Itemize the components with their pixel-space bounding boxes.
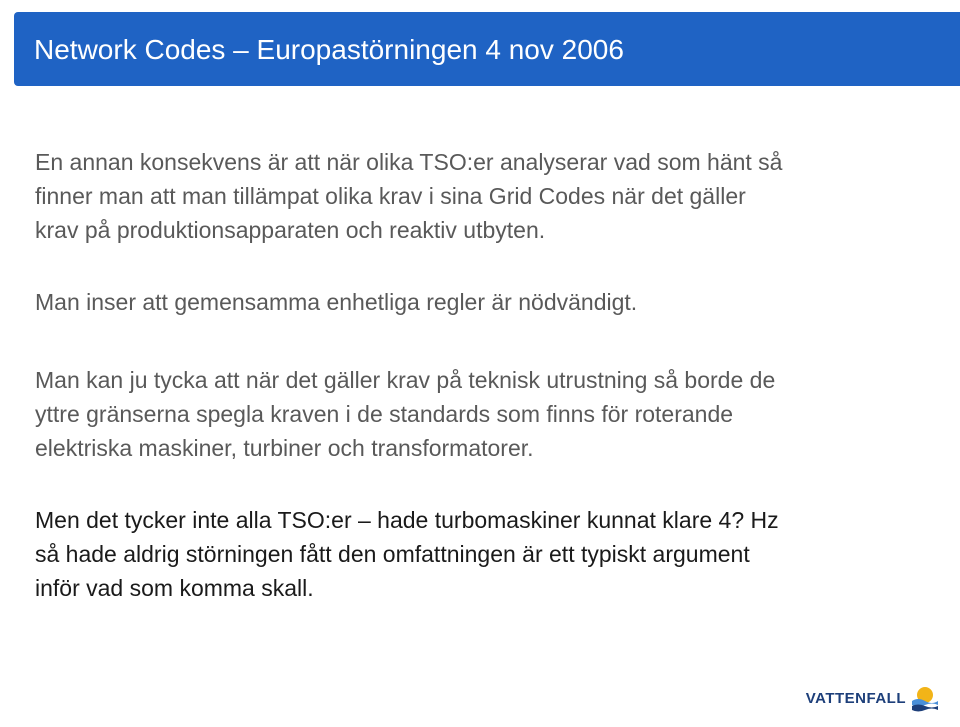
paragraph-line: Man inser att gemensamma enhetliga regler är nödvändigt. xyxy=(35,289,638,315)
paragraph-line: krav på produktionsapparaten och reaktiv utbyten. xyxy=(35,217,546,243)
paragraph-line: elektriska maskiner, turbiner och transformatorer. xyxy=(35,435,534,461)
paragraph-line: Man kan ju tycka att när det gäller krav på teknisk utrustning så borde de xyxy=(35,367,776,393)
paragraph-2 xyxy=(35,285,935,319)
logo-text: VATTENFALL xyxy=(805,689,906,707)
vattenfall-logo-icon xyxy=(910,683,940,713)
title-bar xyxy=(14,12,960,86)
paragraph-4 xyxy=(35,503,935,605)
paragraph-line: yttre gränserna spegla kraven i de standards som finns för roterande xyxy=(35,401,734,427)
paragraph-line: Men det tycker inte alla TSO:er – hade turbomaskiner kunnat klare 4? Hz xyxy=(35,507,779,533)
paragraph-line: så hade aldrig störningen fått den omfattningen är ett typiskt argument xyxy=(35,541,750,567)
paragraph-line: inför vad som komma skall. xyxy=(35,575,314,601)
paragraph-line: finner man att man tillämpat olika krav i sina Grid Codes när det gäller xyxy=(35,183,746,209)
slide-title: Network Codes – Europastörningen 4 nov 2006 xyxy=(34,34,624,65)
paragraph-line: En annan konsekvens är att när olika TSO:er analyserar vad som hänt så xyxy=(35,149,783,175)
paragraph-3 xyxy=(35,363,935,465)
vattenfall-logo xyxy=(806,683,940,713)
paragraph-1 xyxy=(35,145,935,247)
slide-body xyxy=(35,145,935,605)
